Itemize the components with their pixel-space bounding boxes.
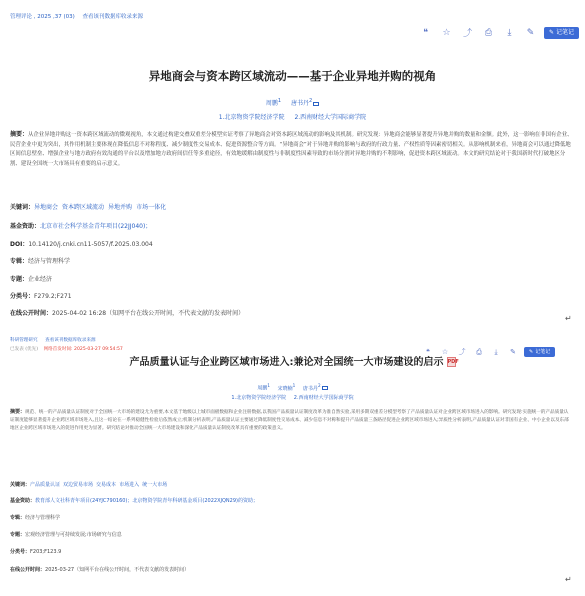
fund-link[interactable]: 北京市社会科学基金青年项目(22JJ040)； [40, 223, 152, 230]
print-icon[interactable]: ⎙ [476, 347, 482, 356]
keyword-link[interactable]: 市场一体化 [136, 204, 167, 211]
quote-icon[interactable]: ❝ [423, 27, 428, 38]
affiliation-link[interactable]: 1.北京物资学院经济学院 [231, 395, 287, 401]
article1-source-link[interactable]: 查看该刊数据库收录来源 [82, 14, 144, 20]
pdf-icon[interactable]: PDF [447, 359, 459, 365]
pencil-icon: ✎ [549, 28, 555, 36]
article1-title: 异地商会与资本跨区域流动——基于企业异地并购的视角 [148, 69, 437, 83]
article1-doi: DOI： 10.14120/j.cnki.cn11-5057/f.2025.03.004 [10, 241, 153, 248]
article1-class: 分类号： F279.2;F271 [10, 293, 72, 300]
fund-link[interactable]: 教育部人文社科青年项目(24YJC790160)；北京物资学院青年科研基金项目(2022XJQN29)的资助； [35, 498, 258, 504]
record-note-button[interactable]: ✎ 记笔记 [524, 347, 555, 357]
article2-title: 产品质量认证与企业跨区域市场进入:兼论对全国统一大市场建设的启示 PDF [129, 357, 459, 368]
article1-source[interactable]: 管理评论 , 2025 ,37 (03) [10, 14, 75, 20]
article1-source-line [10, 12, 143, 20]
article2-topic: 专辑： 经济与管理科学 [10, 515, 61, 521]
abstract-label: 摘要： [10, 131, 29, 138]
keyword-link[interactable]: 交易成本 [96, 482, 117, 488]
quote-icon[interactable]: ❝ [426, 348, 430, 356]
article1-keywords: 关键词： 异地商会 资本跨区域流动 异地并购 市场一体化 [10, 204, 167, 211]
keyword-link[interactable]: 统一大市场 [142, 482, 168, 488]
record-note-label: 记笔记 [556, 28, 575, 36]
return-mark-icon: ↵ [565, 575, 572, 584]
author-link[interactable]: 宋晓楠 [277, 385, 293, 392]
article1-abstract [10, 130, 573, 169]
abstract-text: 从企业异地并购这一资本跨区域流动的微观视角，本文通过构建交叠双重差分模型实证考察了异地商会对资本跨区域流动的影响及其机制。研究发现：异地商会能够显著提升异地并购的数量和金额。此外，这一影响在非国有企业、民营企业中更为突出，其作用机制主要体现在降低信息不对称程度、减少制度性交易成本、促进资源整合等方面。“异地商会”对于异地并购的影响与政府的行政力量、产权性质等因素密切相关。从影响机制来看，异地商会可以通过降低地区间信息壁垒、增强企业与地方政府有效沟通的平台以及增加地方政府间信任等多重途径，有效地缓解由制度性与非制度性因素导致的市场分割对异地并购的不利影响，促进资本跨区域流动。本文的研究结论对于我国新时代打破地区分割、建设全国统一大市场具有重要的启示意义。 [10, 132, 573, 167]
article2-affiliations [0, 394, 585, 401]
article2-abstract: 摘要：规范、统一的产品质量认证制度对于全国统一大市场的建设尤为重要,本文基于地级以上城市面板数据和企业注册数据,以我国产品质量认证制度改革为准自然实验,采用多期双重差分模型考察了产品质量认证对企业跨区域市场进入的影响。研究发现:实施统一的产品质量认证制度能够显著提升企业跨区域市场进入,且这一结论在一系列稳健性检验后依然成立;机制分析表明,产品质量认证主要通过降低制度性交易成本、减少信息不对称和提升产品质量三条路径促进企业跨区域市场进入;异质性分析表明,产品质量认证对非国有企业、中小企业以及东部地区企业跨区域市场进入的促进作用更为显著。研究结论对推动全国统一大市场建设和深化产品质量认证制度改革具有重要的政策意义。 [10, 409, 569, 431]
author-link[interactable]: 周鹏 [265, 100, 278, 107]
article1-toolbar [418, 25, 579, 40]
author-link[interactable]: 唐书丹 [302, 385, 318, 392]
article2-fund: 基金资助： 教育部人文社科青年项目(24YJC790160)；北京物资学院青年科研基金项目(2022XJQN29)的资助； [10, 498, 258, 504]
author-link[interactable]: 周鹏 [257, 385, 268, 392]
keyword-link[interactable]: 异地商会 [34, 204, 59, 211]
article2-authors: 周鹏$^1$ 宋晓楠$^1$ 唐书丹$^2$ [0, 383, 585, 392]
mail-icon[interactable] [313, 102, 319, 106]
share-icon[interactable]: ⤴ [462, 29, 472, 39]
star-icon[interactable]: ☆ [442, 27, 451, 38]
article1-topic: 专辑： 经济与管理科学 [10, 258, 71, 265]
article2-first-publish: 已发表 (优先) 网络首发时间: 2025-03-27 09:54:57 [10, 347, 123, 352]
keyword-link[interactable]: 资本跨区域流动 [62, 204, 105, 211]
record-note-button[interactable] [544, 27, 579, 39]
keyword-link[interactable]: 双边贸易市场 [63, 482, 94, 488]
keyword-link[interactable]: 市场进入 [119, 482, 140, 488]
print-icon[interactable]: ⎙ [484, 27, 493, 38]
share-icon[interactable]: ⤴ [458, 348, 466, 356]
author-link[interactable]: 唐书丹 [290, 100, 309, 107]
article2-class: 分类号： F203;F123.9 [10, 549, 62, 555]
article2-subject: 专题： 宏观经济管理与可持续发展;市场研究与信息 [10, 532, 122, 538]
pencil-icon: ✎ [529, 349, 534, 355]
article2-source-line [10, 337, 96, 343]
article2-pubtime: 在线公开时间： 2025-03-27（知网平台在线公开时间，不代表文献的发表时间） [10, 567, 190, 573]
keyword-link[interactable]: 异地并购 [108, 204, 133, 211]
article2-source[interactable]: 科研管理研究 [10, 338, 38, 343]
note-icon[interactable]: ✎ [510, 348, 516, 356]
article2-keywords: 关键词： 产品质量认证 双边贸易市场 交易成本 市场进入 统一大市场 [10, 482, 168, 488]
article1-affiliations [0, 112, 585, 121]
article1-subject: 专题： 企业经济 [10, 276, 53, 283]
mail-icon[interactable] [322, 386, 328, 390]
download-icon[interactable]: ⤓ [507, 27, 512, 38]
star-icon[interactable]: ☆ [441, 348, 449, 356]
article1-fund: 基金资助： 北京市社会科学基金青年项目(22JJ040)； [10, 223, 152, 230]
affiliation-link[interactable]: 1.北京物资学院经济学院 [218, 114, 285, 121]
article1-authors: 周鹏$^1$ 唐书丹$^2$ [0, 98, 585, 107]
keyword-link[interactable]: 产品质量认证 [30, 482, 61, 488]
affiliation-link[interactable]: 2.西南财经大学国际商学院 [293, 395, 354, 401]
article1-pubtime: 在线公开时间： 2025-04-02 16:28（知网平台在线公开时间，不代表文献的发表时间） [10, 310, 245, 317]
affiliation-link[interactable]: 2.西南财经大学国际商学院 [294, 114, 367, 121]
note-icon[interactable]: ✎ [526, 27, 535, 38]
article2-source-link[interactable]: 查看该刊数据库收录来源 [45, 338, 96, 343]
download-icon[interactable]: ⤓ [494, 347, 498, 356]
return-mark-icon: ↵ [565, 314, 572, 323]
doi-value: 10.14120/j.cnki.cn11-5057/f.2025.03.004 [28, 241, 153, 248]
